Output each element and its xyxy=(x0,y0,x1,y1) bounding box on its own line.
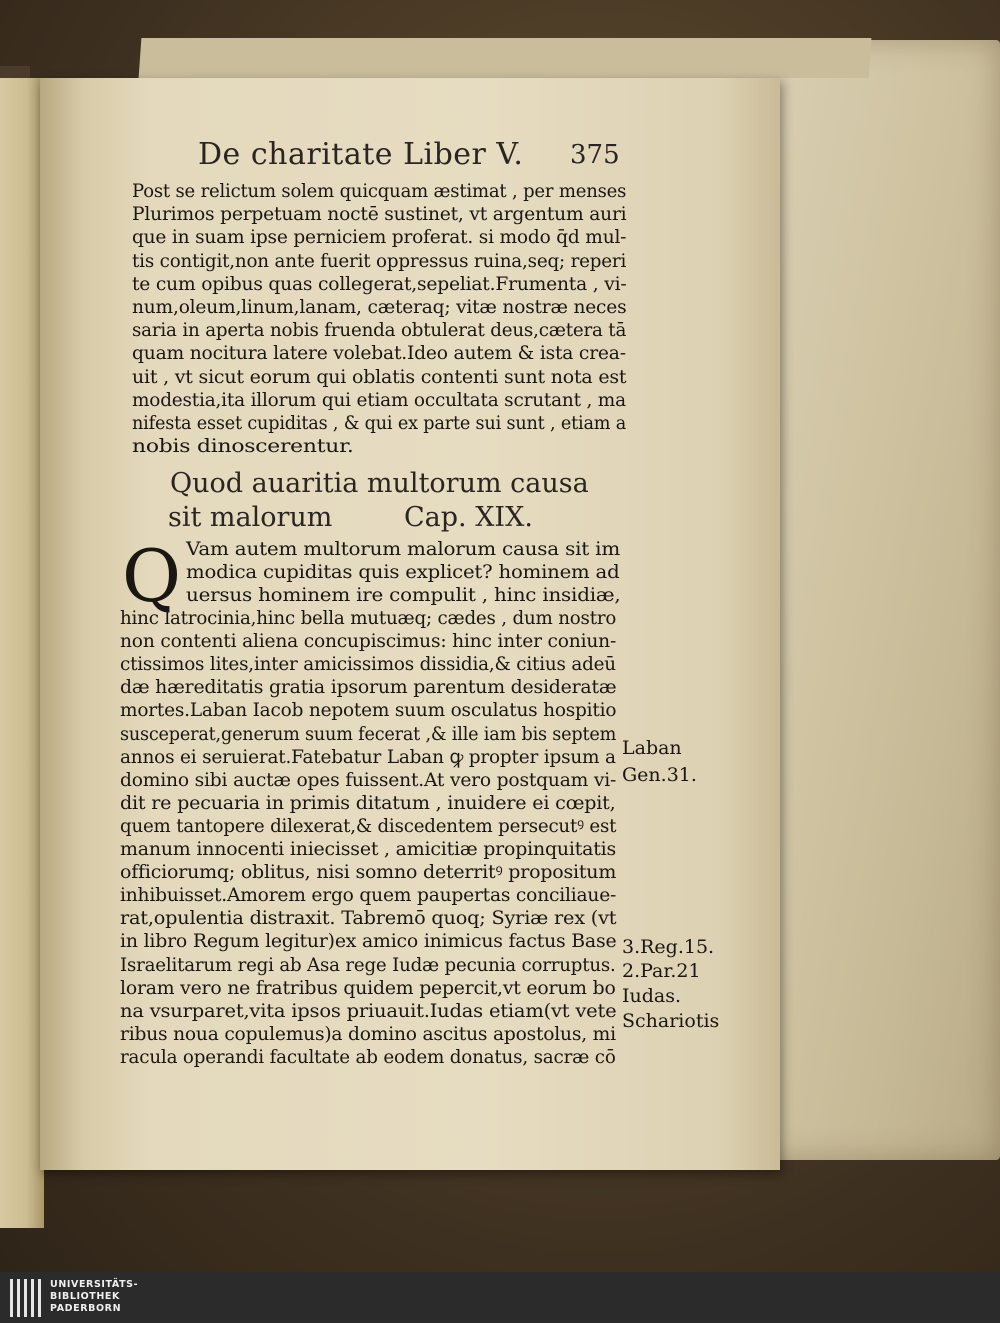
text-line: num,oleum,linum,lanam, cæteraq; vitæ nostræ neces xyxy=(132,296,627,318)
margin-note: 2.Par.21 xyxy=(622,960,701,982)
text-line: modica cupiditas quis explicet? hominem ad xyxy=(186,561,620,583)
text-line: annos ei seruierat.Fatebatur Laban ꝙ propter ipsum a xyxy=(120,745,616,768)
text-line: ctissimos lites,inter amicissimos dissidia,& citius adeū xyxy=(120,653,616,676)
margin-note: Schariotis xyxy=(622,1010,720,1032)
text-line: inhibuisset.Amorem ergo quem paupertas conciliaue- xyxy=(120,884,617,907)
text-line: Plurimos perpetuam noctē sustinet, vt argentum auri xyxy=(132,203,627,226)
text-line: que in suam ipse perniciem proferat. si modo q̄d mul- xyxy=(132,226,627,249)
library-logo-text xyxy=(50,1279,138,1315)
text-line: manum innocenti iniecisset , amicitiæ propinquitatis xyxy=(120,838,616,860)
text-line: modestia,ita illorum qui etiam occultata scrutant , ma xyxy=(132,388,626,411)
margin-note: Laban xyxy=(622,737,682,759)
left-page-edge xyxy=(0,78,44,1228)
back-cover xyxy=(760,40,1000,1160)
page-number: 375 xyxy=(570,140,620,170)
logo-line-1: UNIVERSITÄTS- xyxy=(50,1279,139,1290)
text-line: quem tantopere dilexerat,& discedentem persecutꝰ est xyxy=(120,814,617,837)
chapter-title-line2a: sit malorum xyxy=(168,502,333,533)
text-line: in libro Regum legitur)ex amico inimicus factus Base xyxy=(120,930,617,953)
text-line: officiorumq; oblitus, nisi somno deterritꝰ propositum xyxy=(120,861,617,884)
text-line: te cum opibus quas collegerat,sepeliat.Frumenta , vi- xyxy=(132,272,627,295)
text-line: mortes.Laban Iacob nepotem suum osculatus hospitio xyxy=(120,699,617,722)
text-line: saria in aperta nobis fruenda obtulerat deus,cætera tā xyxy=(132,319,627,342)
text-line: Vam autem multorum malorum causa sit im xyxy=(186,538,620,560)
footer-bar xyxy=(0,1272,1000,1323)
text-line: non contenti aliena concupiscimus: hinc inter coniun- xyxy=(120,630,617,653)
text-line: Post se relictum solem quicquam æstimat , per menses xyxy=(132,180,627,202)
text-line: uersus hominem ire compulit , hinc insidiæ, xyxy=(186,584,621,606)
text-line: nobis dinoscerentur. xyxy=(132,435,354,458)
text-line: Israelitarum regi ab Asa rege Iudæ pecunia corruptus. xyxy=(120,953,616,976)
chapter-title-line1: Quod auaritia multorum causa xyxy=(170,468,589,499)
chapter-number: Cap. XIX. xyxy=(404,502,533,533)
text-line: rat,opulentia distraxit. Tabremō quoq; Syriæ rex (vt xyxy=(120,907,617,930)
margin-note: 3.Reg.15. xyxy=(622,936,715,958)
text-line: hinc latrocinia,hinc bella mutuæq; cædes , dum nostro xyxy=(120,607,617,629)
text-line: susceperat,generum suum fecerat ,& ille iam bis septem xyxy=(120,722,617,745)
drop-initial: Q xyxy=(122,534,182,618)
margin-note: Iudas. xyxy=(622,985,682,1007)
text-line: dæ hæreditatis gratia ipsorum parentum desideratæ xyxy=(120,676,617,699)
cover-top-edge xyxy=(139,38,872,78)
text-line: tis contigit,non ante fuerit oppressus ruina,seq; reperi xyxy=(132,249,627,272)
logo-line-3: PADERBORN xyxy=(50,1303,122,1314)
running-header: De charitate Liber V. xyxy=(198,137,524,172)
text-line: na vsurparet,vita ipsos priuauit.Iudas etiam(vt vete xyxy=(120,999,617,1022)
logo-line-2: BIBLIOTHEK xyxy=(50,1291,120,1302)
text-line: quam nocitura latere volebat.Ideo autem & ista crea- xyxy=(132,342,626,365)
text-line: ribus noua copulemus)a domino ascitus apostolus, mi xyxy=(120,1022,616,1045)
text-line: uit , vt sicut eorum qui oblatis contenti sunt nota est xyxy=(132,365,627,388)
text-line: nifesta esset cupiditas , & qui ex parte sui sunt , etiam a xyxy=(132,412,627,434)
library-logo-icon xyxy=(10,1279,42,1317)
text-line: domino sibi auctæ opes fuissent.At vero postquam vi- xyxy=(120,768,617,791)
text-line: loram vero ne fratribus quidem pepercit,vt eorum bo xyxy=(120,976,616,999)
text-line: dit re pecuaria in primis ditatum , inuidere ei cœpit, xyxy=(120,791,616,814)
margin-note: Gen.31. xyxy=(622,764,697,786)
text-line: racula operandi facultate ab eodem donatus, sacræ cō xyxy=(120,1045,616,1068)
